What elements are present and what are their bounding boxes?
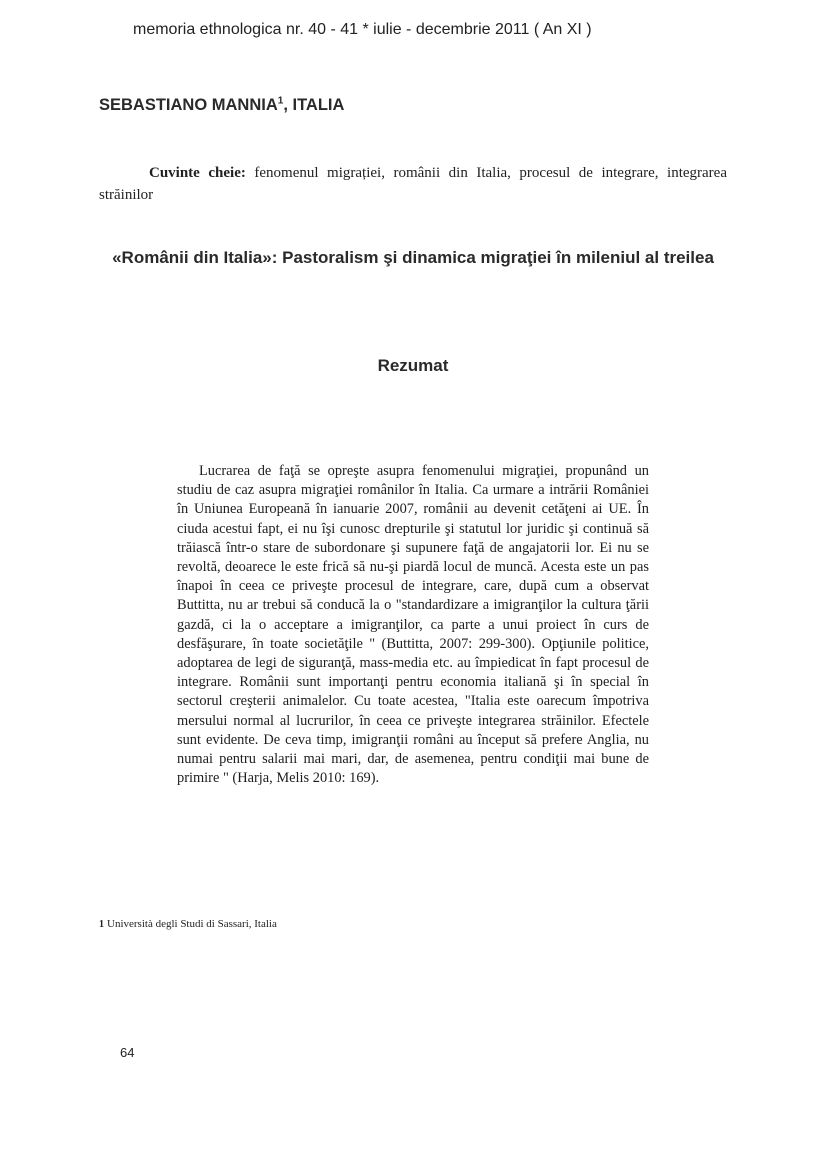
section-heading: Rezumat: [377, 356, 449, 375]
keywords-label: Cuvinte cheie:: [149, 165, 246, 181]
author-footnote-mark: 1: [277, 95, 284, 107]
footnote-text: Università degli Studi di Sassari, Italia: [107, 918, 277, 930]
abstract-paragraph: Lucrarea de faţă se opreşte asupra fenomenului migraţiei, propunând un studiu de caz asupra migraţiei românilor în Italia. Ca urmare a intrării României în Uniunea Europeană în ianuarie 2007, românii au devenit cetăţeni ai UE. În ciuda acestui fapt, ei nu îşi cunosc drepturile şi statutul lor juridic şi continuă să trăiască într-o stare de subordonare şi supunere faţă de angajatorii lor. Ei nu se revoltă, deoarece le este frică să nu-şi piardă locul de muncă. Acesta este un pas înapoi în ceea ce priveşte procesul de integrare, care, după cum a observat Buttitta, nu ar trebui să conducă la o "standardizare a imigranţilor la cultura ţării gazdă, ci la o acceptare a imigranţilor, ca parte a unui proiect în curs de desfăşurare, în toate societăţile " (Buttitta, 2007: 299-300). Opţiunile politice, adoptarea de legi de siguranţă, mass-media etc. au împiedicat în fapt procesul de integrare. Românii sunt importanţi pentru economia italiană şi în special în sectorul creşterii animalelor. Cu toate acestea, "Italia este oarecum împotriva mersului normal al lucrurilor, în ceea ce priveşte integrarea străinilor. Efectele sunt evidente. De ceva timp, imigranţii români au început să prefere Anglia, nu numai pentru salarii mai mari, dar, de asemenea, pentru condiţii mai bune de primire " (Harja, Melis 2010: 169).: [177, 463, 649, 787]
keywords-text: fenomenul migrației, românii din Italia, procesul de integrare, integrarea străinilor: [99, 165, 727, 203]
author-country: , ITALIA: [283, 96, 345, 114]
running-header: memoria ethnologica nr. 40 - 41 * iulie - decembrie 2011 ( An XI ): [133, 21, 592, 38]
keywords-paragraph: [99, 162, 727, 206]
footnote-mark: 1: [99, 919, 104, 930]
author-heading: [99, 96, 344, 115]
author-name: SEBASTIANO MANNIA: [99, 96, 278, 114]
page-number: 64: [120, 1045, 135, 1060]
article-title: «Românii din Italia»: Pastoralism şi dinamica migraţiei în mileniul al treilea: [112, 248, 714, 267]
footnote: [99, 918, 277, 930]
